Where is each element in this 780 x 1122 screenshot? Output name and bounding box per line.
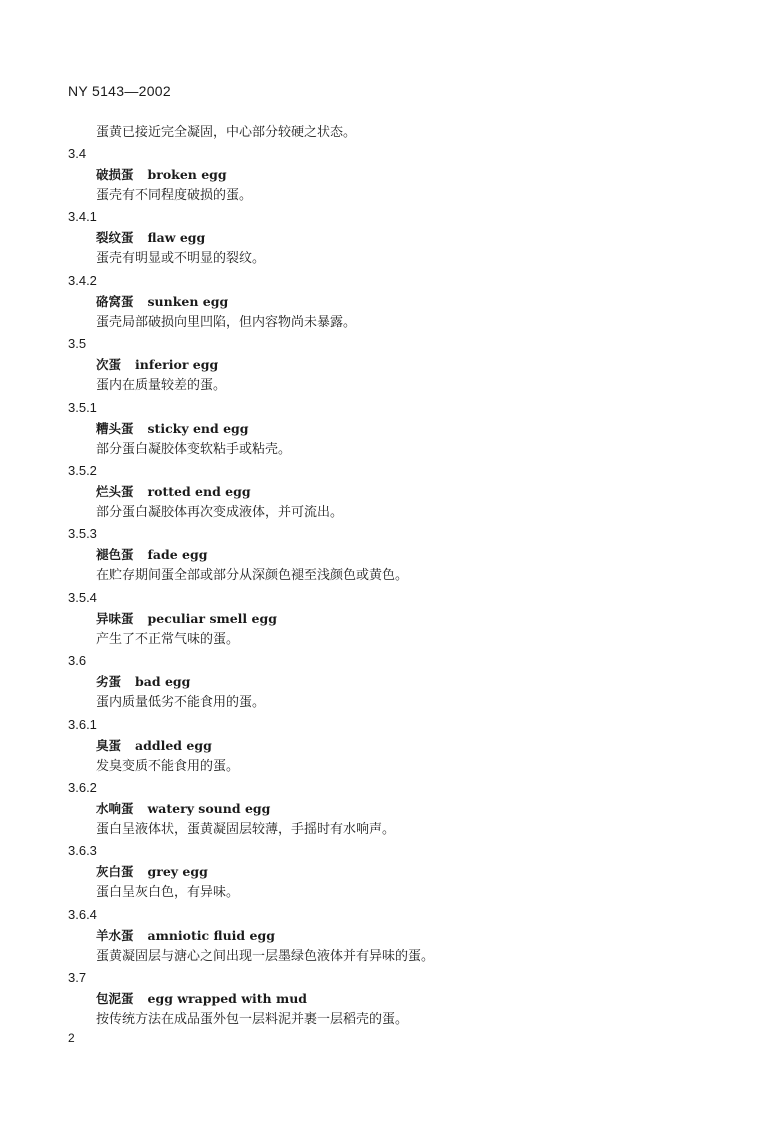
term-entry — [0, 587, 780, 650]
term-definition: 发臭变质不能食用的蛋。 — [96, 758, 240, 774]
term-chinese: 糟头蛋 — [96, 420, 134, 436]
term-heading — [96, 291, 780, 312]
term-english: amniotic fluid egg — [147, 927, 275, 943]
term-heading — [96, 164, 780, 185]
term-chinese: 褪色蛋 — [96, 547, 134, 563]
clause-number: 3.6.1 — [68, 716, 97, 732]
term-heading — [96, 608, 780, 629]
term-definition: 蛋黄凝固层与溏心之间出现一层墨绿色液体并有异味的蛋。 — [96, 948, 435, 964]
clause-number: 3.6.4 — [68, 906, 97, 922]
term-definition: 蛋壳有不同程度破损的蛋。 — [96, 188, 253, 203]
term-definition: 蛋内在质量较差的蛋。 — [96, 378, 227, 394]
term-definition: 部分蛋白凝胶体变软粘手或粘壳。 — [96, 441, 292, 457]
term-chinese: 异味蛋 — [96, 610, 134, 626]
term-heading — [96, 481, 780, 502]
term-chinese: 烂头蛋 — [96, 483, 134, 499]
term-definition: 蛋白呈灰白色，有异味。 — [96, 885, 240, 901]
clause-number: 3.7 — [68, 970, 87, 986]
term-chinese: 包泥蛋 — [96, 991, 134, 1007]
term-heading — [96, 354, 780, 375]
clause-number: 3.5.2 — [68, 462, 97, 478]
clause-number: 3.4.1 — [68, 209, 97, 225]
term-english: inferior egg — [135, 357, 219, 373]
clause-number: 3.4.2 — [68, 272, 97, 288]
term-chinese: 羊水蛋 — [96, 927, 134, 943]
term-english: peculiar smell egg — [147, 610, 277, 626]
term-entry — [0, 650, 780, 713]
term-entry — [0, 143, 780, 206]
clause-number: 3.5 — [68, 336, 87, 352]
clause-number: 3.5.3 — [68, 526, 97, 542]
term-chinese: 次蛋 — [96, 357, 122, 373]
clause-number: 3.5.4 — [68, 589, 97, 605]
term-entry — [0, 397, 780, 460]
term-heading — [96, 418, 780, 439]
term-heading — [96, 988, 780, 1009]
term-heading — [96, 735, 780, 756]
term-entry — [0, 840, 780, 903]
term-english: addled egg — [135, 737, 212, 753]
term-definition: 蛋壳局部破损向里凹陷，但内容物尚未暴露。 — [96, 314, 357, 330]
term-chinese: 破损蛋 — [96, 167, 134, 182]
clause-number: 3.6 — [68, 653, 87, 669]
term-entry — [0, 967, 780, 1030]
term-chinese: 臭蛋 — [96, 737, 122, 753]
term-definition: 蛋壳有明显或不明显的裂纹。 — [96, 251, 266, 267]
term-heading — [96, 671, 780, 692]
term-entry — [0, 523, 780, 586]
term-entry — [0, 777, 780, 840]
term-heading — [96, 925, 780, 946]
term-english: sticky end egg — [147, 420, 249, 436]
term-chinese: 灰白蛋 — [96, 864, 134, 880]
clause-number: 3.6.3 — [68, 843, 97, 859]
term-chinese: 水响蛋 — [96, 800, 134, 816]
clause-number: 3.4 — [68, 146, 87, 161]
term-english: flaw egg — [147, 230, 206, 246]
term-heading — [96, 798, 780, 819]
term-english: egg wrapped with mud — [147, 991, 308, 1007]
term-definition: 部分蛋白凝胶体再次变成液体，并可流出。 — [96, 504, 344, 520]
term-entry — [0, 904, 780, 967]
term-definition: 按传统方法在成品蛋外包一层料泥并裹一层稻壳的蛋。 — [96, 1012, 409, 1028]
term-entry — [0, 714, 780, 777]
term-english: bad egg — [135, 674, 191, 690]
clause-number: 3.6.2 — [68, 779, 97, 795]
term-english: watery sound egg — [147, 800, 271, 816]
clause-number: 3.5.1 — [68, 399, 97, 415]
term-heading — [96, 227, 780, 248]
term-english: rotted end egg — [147, 483, 251, 499]
page-number: 2 — [68, 1031, 75, 1045]
term-list — [0, 143, 780, 1030]
term-heading — [96, 544, 780, 565]
term-english: broken egg — [147, 167, 227, 182]
term-definition: 蛋内质量低劣不能食用的蛋。 — [96, 695, 266, 711]
term-entry — [0, 270, 780, 333]
term-entry — [0, 333, 780, 396]
term-definition: 蛋白呈液体状，蛋黄凝固层较薄，手摇时有水响声。 — [96, 821, 396, 837]
term-english: fade egg — [147, 547, 208, 563]
term-entry — [0, 206, 780, 269]
term-heading — [96, 861, 780, 882]
document-id: NY 5143—2002 — [68, 83, 171, 99]
term-chinese: 硌窝蛋 — [96, 293, 134, 309]
term-chinese: 裂纹蛋 — [96, 230, 134, 246]
term-entry — [0, 460, 780, 523]
term-definition: 产生了不正常气味的蛋。 — [96, 631, 240, 647]
term-definition: 在贮存期间蛋全部或部分从深颜色褪至浅颜色或黄色。 — [96, 568, 409, 584]
term-chinese: 劣蛋 — [96, 674, 122, 690]
continued-definition: 蛋黄已接近完全凝固，中心部分较硬之状态。 — [96, 125, 357, 140]
term-english: sunken egg — [147, 293, 229, 309]
term-english: grey egg — [147, 864, 208, 880]
